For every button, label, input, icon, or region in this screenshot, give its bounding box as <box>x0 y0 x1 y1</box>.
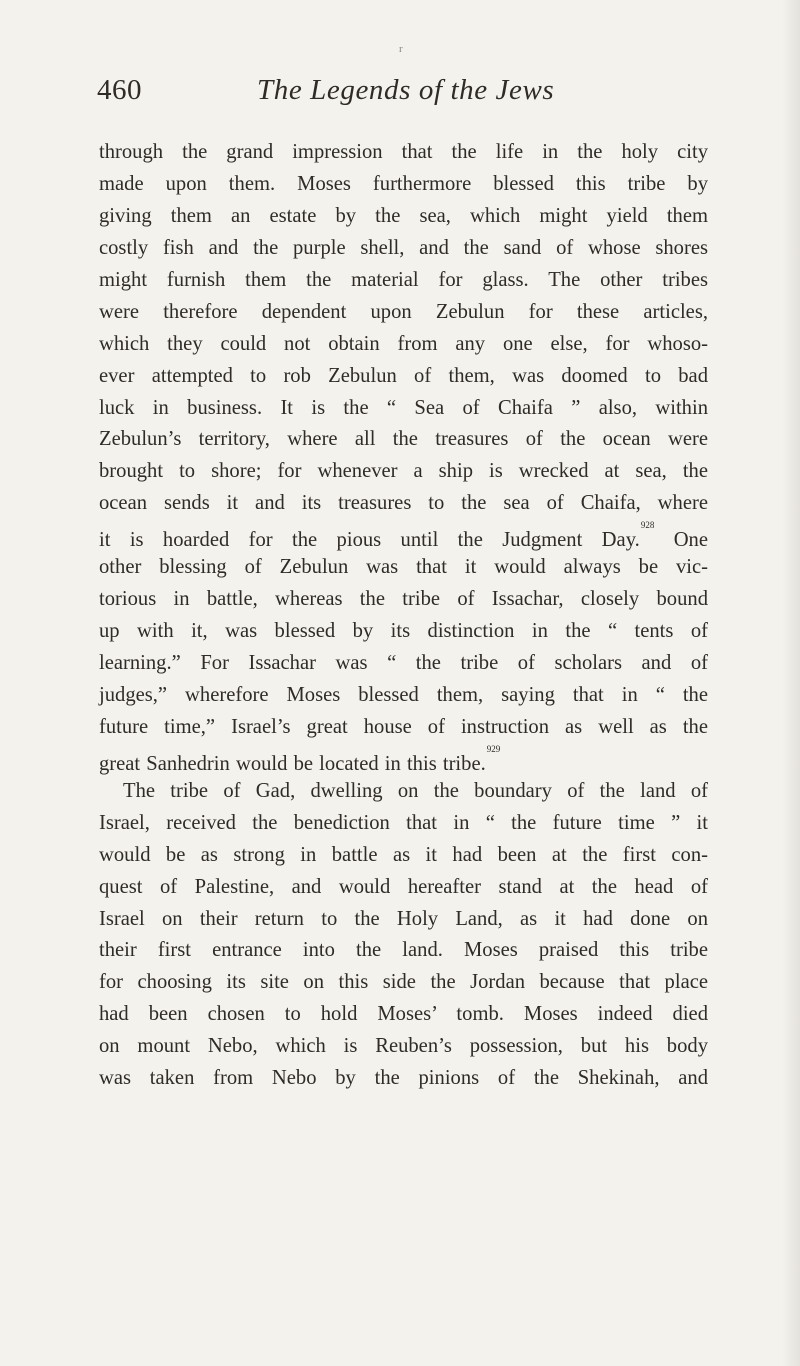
text-line <box>99 744 708 776</box>
page-number: 460 <box>97 74 142 106</box>
paragraph-start: The tribe of Gad, dwelling on the boundary of the land of <box>123 779 708 802</box>
text-line: which they could not obtain from any one else, for whoso- <box>99 332 708 355</box>
text-line: costly fish and the purple shell, and the sand of whose shores <box>99 236 708 259</box>
text-line: made upon them. Moses furthermore blessed this tribe by <box>99 172 708 195</box>
text-line: for choosing its site on this side the Jordan because that place <box>99 971 708 994</box>
text-line: on mount Nebo, which is Reuben’s possession, but his body <box>99 1035 708 1058</box>
running-head <box>97 74 717 118</box>
text-line: ocean sends it and its treasures to the sea of Chaifa, where <box>99 492 708 515</box>
text-line: Israel on their return to the Holy Land, as it had done on <box>99 907 708 930</box>
text-line: had been chosen to hold Moses’ tomb. Moses indeed died <box>99 1003 708 1026</box>
footnote-marker: 929 <box>486 743 501 754</box>
printer-speck: r <box>399 43 403 55</box>
running-title: The Legends of the Jews <box>257 74 555 106</box>
text-fragment: great Sanhedrin would be located in this tribe. <box>99 752 486 775</box>
text-line: giving them an estate by the sea, which might yield them <box>99 204 708 227</box>
text-line: were therefore dependent upon Zebulun for these articles, <box>99 300 708 323</box>
text-line: quest of Palestine, and would hereafter stand at the head of <box>99 875 708 898</box>
text-line: Zebulun’s territory, where all the treasures of the ocean were <box>99 428 708 451</box>
text-line: would be as strong in battle as it had been at the first con- <box>99 843 708 866</box>
text-line: brought to shore; for whenever a ship is wrecked at sea, the <box>99 460 708 483</box>
text-line: learning.” For Issachar was “ the tribe of scholars and of <box>99 652 708 674</box>
text-line: up with it, was blessed by its distinction in the “ tents of <box>99 620 708 643</box>
text-line: Israel, received the benediction that in “ the future time ” it <box>99 811 708 834</box>
text-line: was taken from Nebo by the pinions of the Shekinah, and <box>99 1067 708 1090</box>
text-line: torious in battle, whereas the tribe of Issachar, closely bound <box>99 588 708 611</box>
text-line: ever attempted to rob Zebulun of them, was doomed to bad <box>99 364 708 387</box>
text-line: their first entrance into the land. Moses praised this tribe <box>99 939 708 962</box>
footnote-marker: 928 <box>640 520 655 531</box>
text-line: future time,” Israel’s great house of instruction as well as the <box>99 715 708 738</box>
text-fragment: One <box>654 529 708 552</box>
text-line: might furnish them the material for glass. The other tribes <box>99 268 708 291</box>
text-line: luck in business. It is the “ Sea of Chaifa ” also, within <box>99 396 708 419</box>
text-fragment: it is hoarded for the pious until the Judgment Day. <box>99 529 640 552</box>
body-text <box>99 137 708 1095</box>
text-line <box>99 520 708 552</box>
page-edge-shadow <box>782 0 800 1366</box>
text-line: judges,” wherefore Moses blessed them, saying that in “ the <box>99 683 708 706</box>
text-line: through the grand impression that the life in the holy city <box>99 141 708 163</box>
text-line: other blessing of Zebulun was that it would always be vic- <box>99 556 708 579</box>
